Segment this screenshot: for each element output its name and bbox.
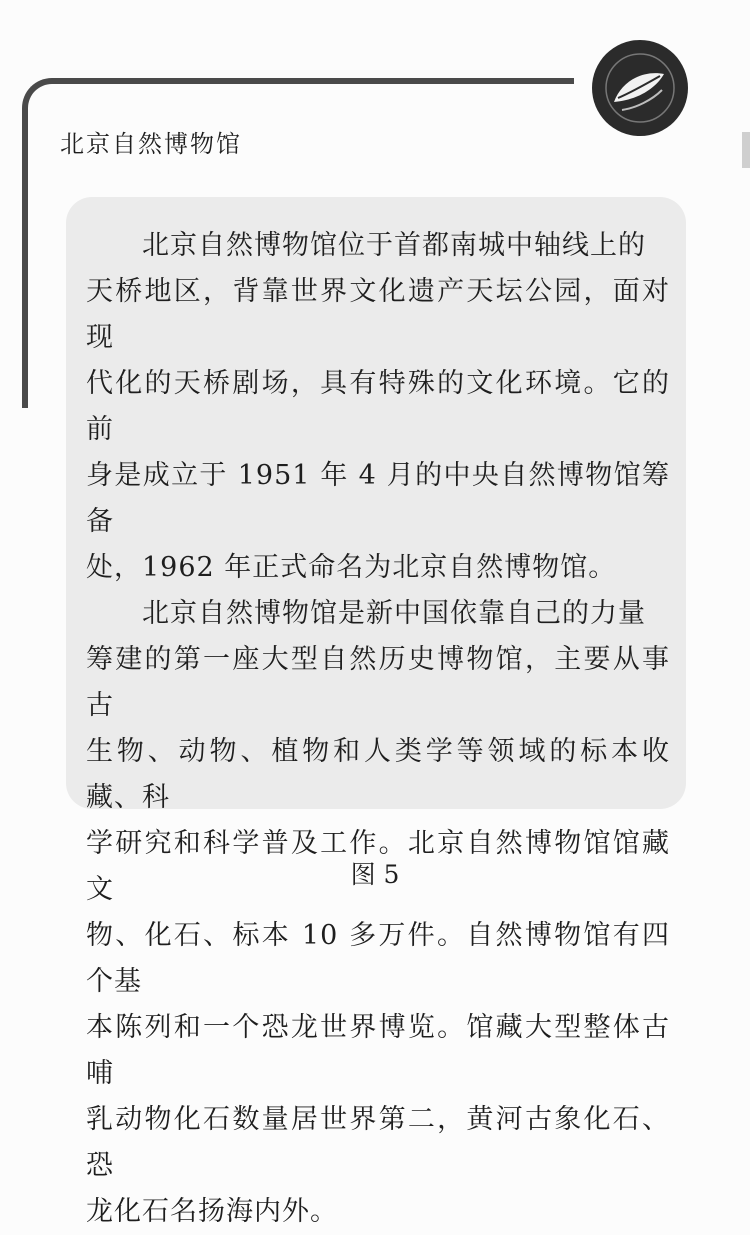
paragraph-2: 北京自然博物馆是新中国依靠自己的力量 筹建的第一座大型自然历史博物馆，主要从事古 生物、动物、植物和人类学等领域的标本收藏、科 学研究和科学普及工作。北京自然博物馆馆藏文 物、化石、标本 10 多万件。自然博物馆有四个基 本陈列和一个恐龙世界博览。馆藏大型整体古哺 乳动物化石数量居世界第二，黄河古象化石、恐 龙化石名扬海内外。 xyxy=(86,598,670,1227)
figure-caption: 图 5 xyxy=(350,860,400,889)
section-heading: 北京自然博物馆 xyxy=(60,130,242,158)
paragraph-1: 北京自然博物馆位于首都南城中轴线上的 天桥地区，背靠世界文化遗产天坛公园，面对现 代化的天桥剧场，具有特殊的文化环境。它的前 身是成立于 1951 年 4 月的中央自然博物馆筹备 处，1962 年正式命名为北京自然博物馆。 xyxy=(86,230,670,583)
museum-emblem-icon xyxy=(592,40,688,136)
edge-marker xyxy=(742,132,750,168)
